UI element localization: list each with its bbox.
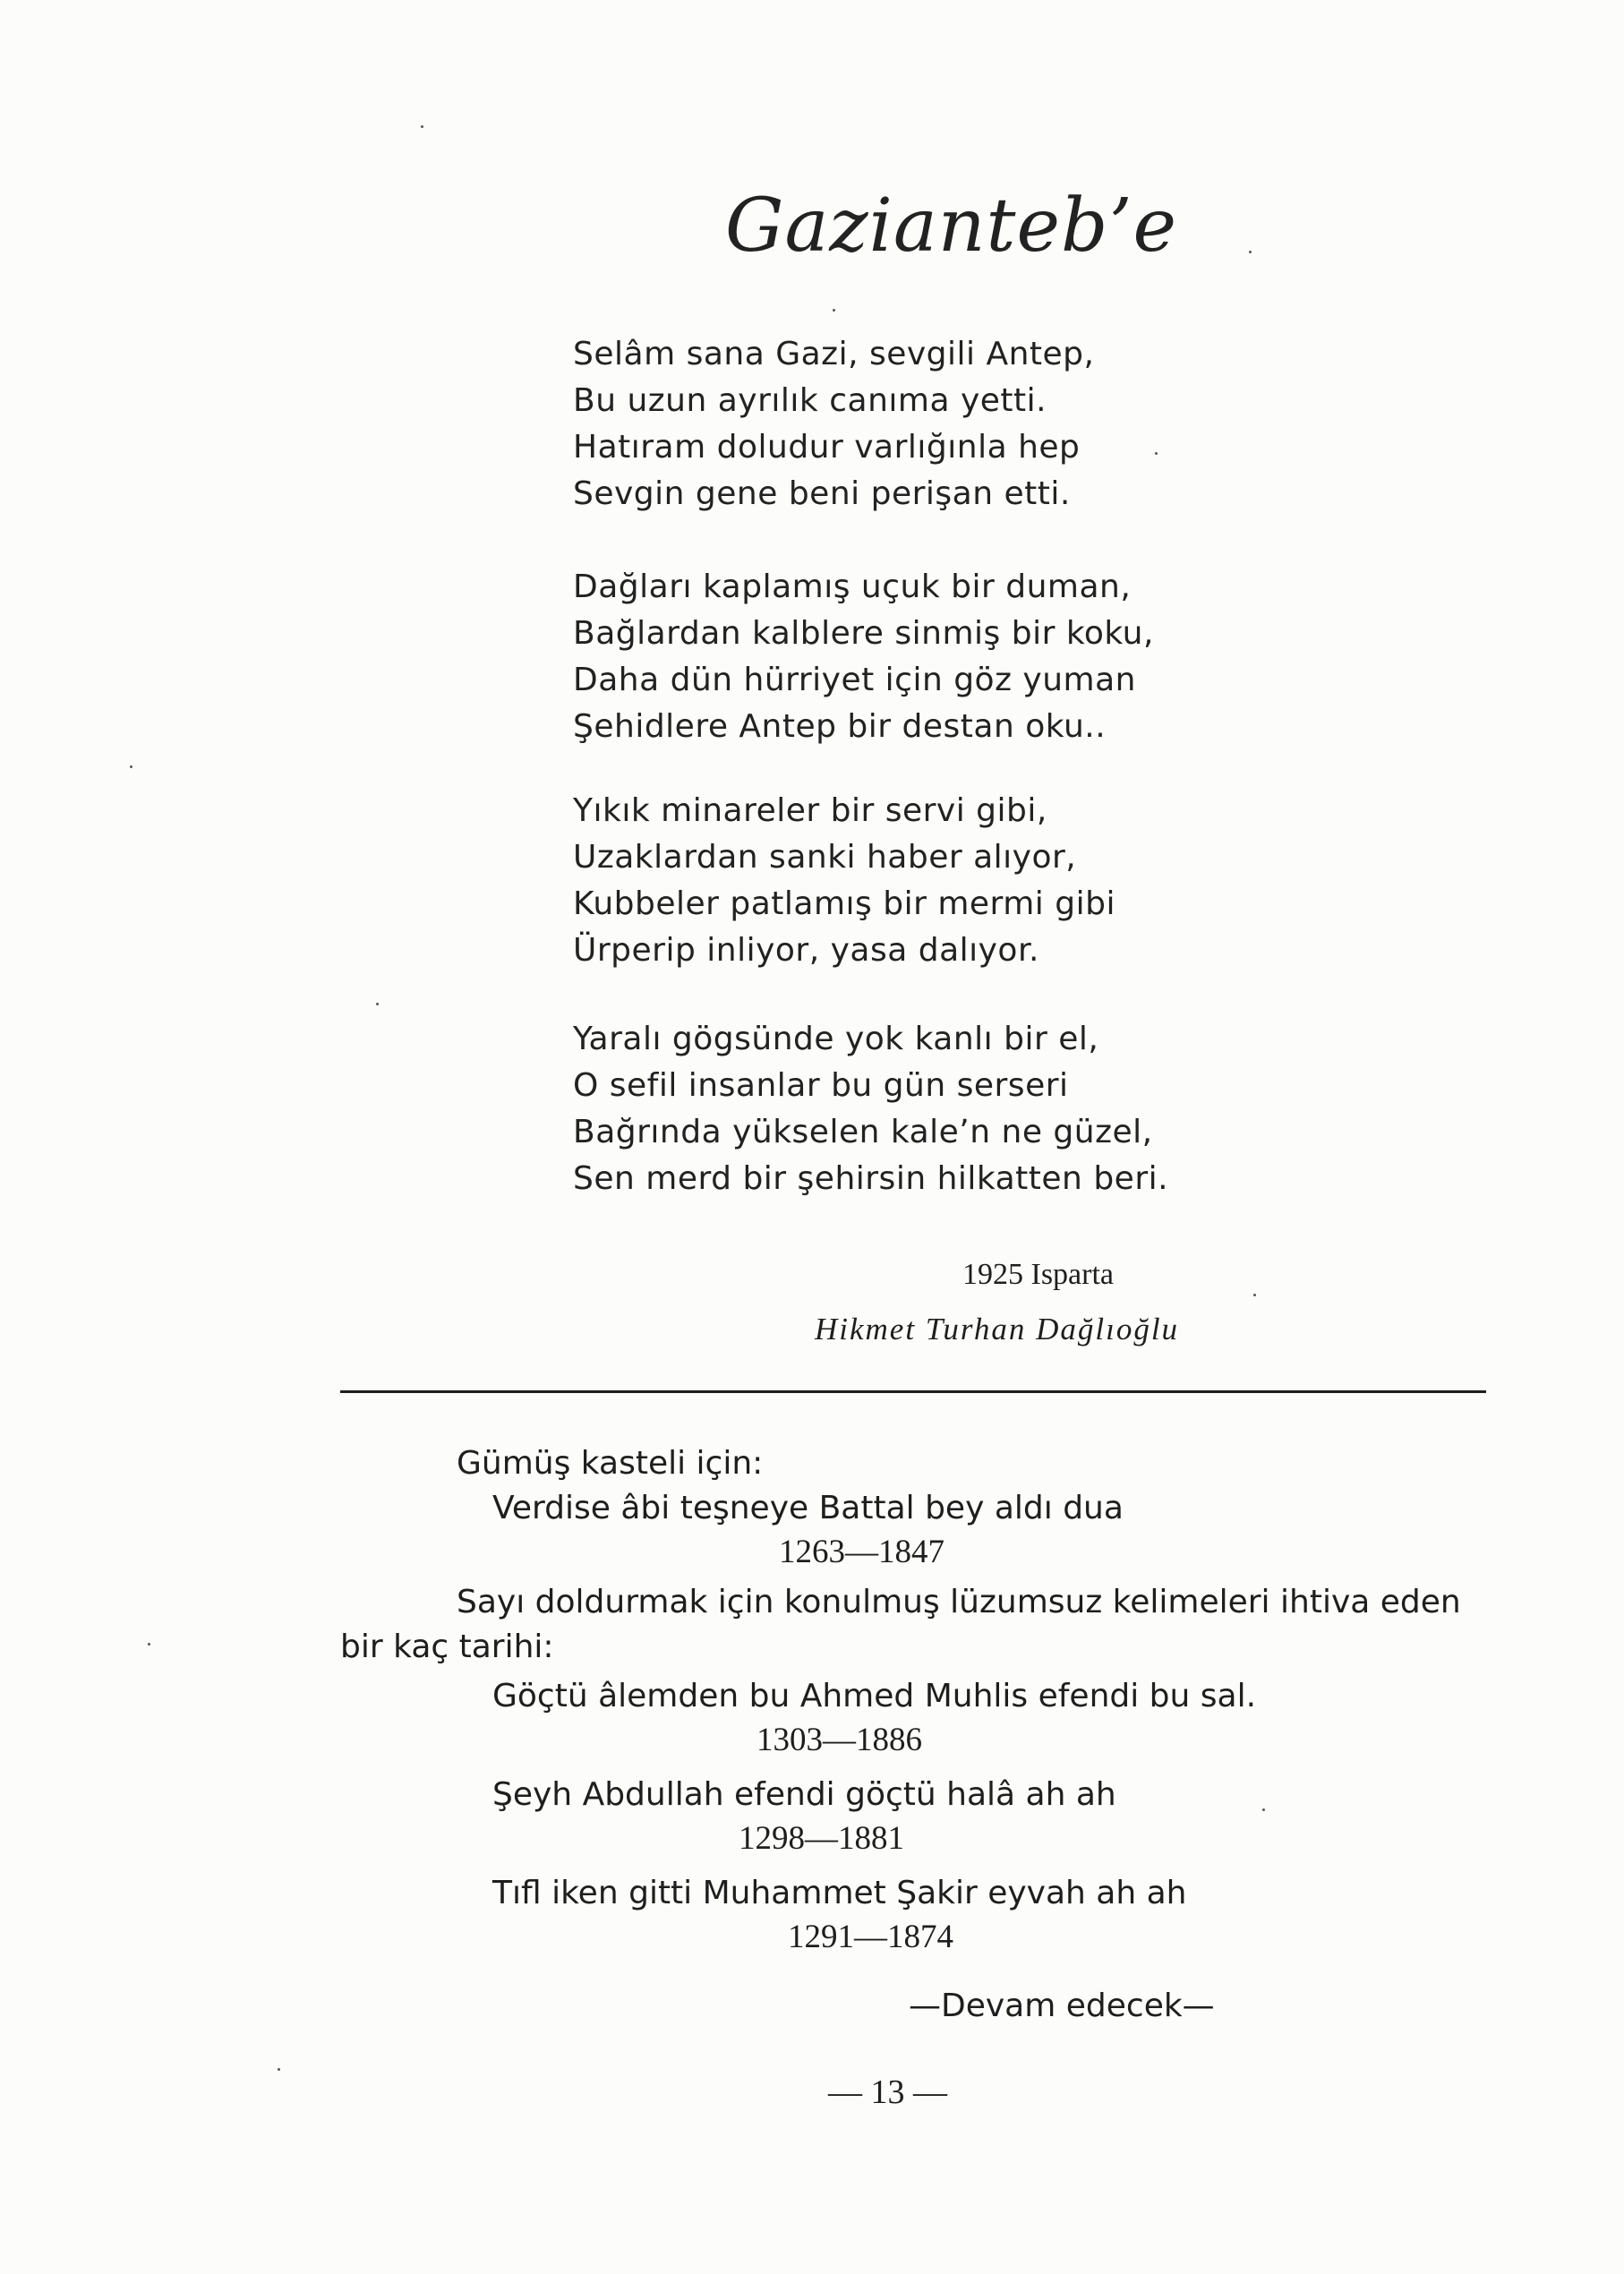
print-speck: [1253, 1294, 1256, 1296]
history-verse-2: Şeyh Abdullah efendi göçtü halâ ah ah: [492, 1776, 1116, 1813]
poem-line: Dağları kaplamış uçuk bir duman,: [573, 568, 1132, 605]
print-speck: [376, 1003, 379, 1005]
print-speck: [833, 309, 835, 312]
history-date-3: 1291—1874: [788, 1919, 953, 1955]
print-speck: [278, 2068, 280, 2071]
poem-line: Daha dün hürriyet için göz yuman: [573, 662, 1136, 698]
page-number: — 13 —: [828, 2073, 947, 2111]
poem-line: Ürperip inliyor, yasa dalıyor.: [573, 932, 1039, 969]
print-speck: [130, 765, 132, 768]
poem-title: Gazianteb’e: [725, 184, 1178, 269]
poem-line: Şehidlere Antep bir destan oku..: [573, 708, 1107, 745]
poem-stanza-2: [573, 564, 1154, 750]
print-speck: [1262, 1808, 1265, 1811]
poem-line: O sefil insanlar bu gün serseri: [573, 1067, 1069, 1104]
poem-line: Sevgin gene beni perişan etti.: [573, 475, 1071, 512]
print-speck: [148, 1643, 150, 1646]
poem-line: Bu uzun ayrılık canıma yetti.: [573, 382, 1047, 419]
print-speck: [421, 125, 423, 128]
poem-line: Bağrında yükselen kale’n ne güzel,: [573, 1114, 1153, 1150]
poem-line: Selâm sana Gazi, sevgili Antep,: [573, 336, 1095, 372]
poem-line: Uzaklardan sanki haber alıyor,: [573, 839, 1077, 876]
poem-stanza-1: [573, 331, 1094, 517]
poem-stanza-4: [573, 1016, 1168, 1202]
print-speck: [1249, 251, 1252, 253]
poem-line: Sen merd bir şehirsin hilkatten beri.: [573, 1160, 1169, 1197]
history-verse-3: Tıfl iken gitti Muhammet Şakir eyvah ah ah: [492, 1875, 1187, 1911]
intro-line-2: bir kaç tarihi:: [340, 1629, 554, 1665]
history-verse-1: Göçtü âlemden bu Ahmed Muhlis efendi bu sal.: [492, 1678, 1257, 1714]
poem-line: Bağlardan kalblere sinmiş bir koku,: [573, 615, 1154, 652]
kasteli-verse: Verdise âbi teşneye Battal bey aldı dua: [492, 1490, 1124, 1526]
poem-line: Yıkık minareler bir servi gibi,: [573, 792, 1047, 829]
poem-author: Hikmet Turhan Dağlıoğlu: [815, 1312, 1180, 1346]
history-date-2: 1298—1881: [739, 1820, 904, 1857]
poem-line: Kubbeler patlamış bir mermi gibi: [573, 885, 1115, 922]
poem-line: Yaralı gögsünde yok kanlı bir el,: [573, 1021, 1099, 1057]
history-date-1: 1303—1886: [756, 1722, 922, 1758]
print-speck: [1155, 452, 1158, 455]
poem-line: Hatıram doludur varlığınla hep: [573, 429, 1081, 466]
poem-stanza-3: [573, 788, 1115, 974]
section-divider: [340, 1390, 1486, 1393]
continuation-note: —Devam edecek—: [909, 1988, 1215, 2024]
kasteli-heading: Gümüş kasteli için:: [457, 1445, 764, 1482]
poem-date-place: 1925 Isparta: [962, 1258, 1115, 1291]
intro-line-1: Sayı doldurmak için konulmuş lüzumsuz kelimeleri ihtiva eden: [457, 1584, 1461, 1620]
kasteli-date: 1263—1847: [779, 1534, 944, 1570]
